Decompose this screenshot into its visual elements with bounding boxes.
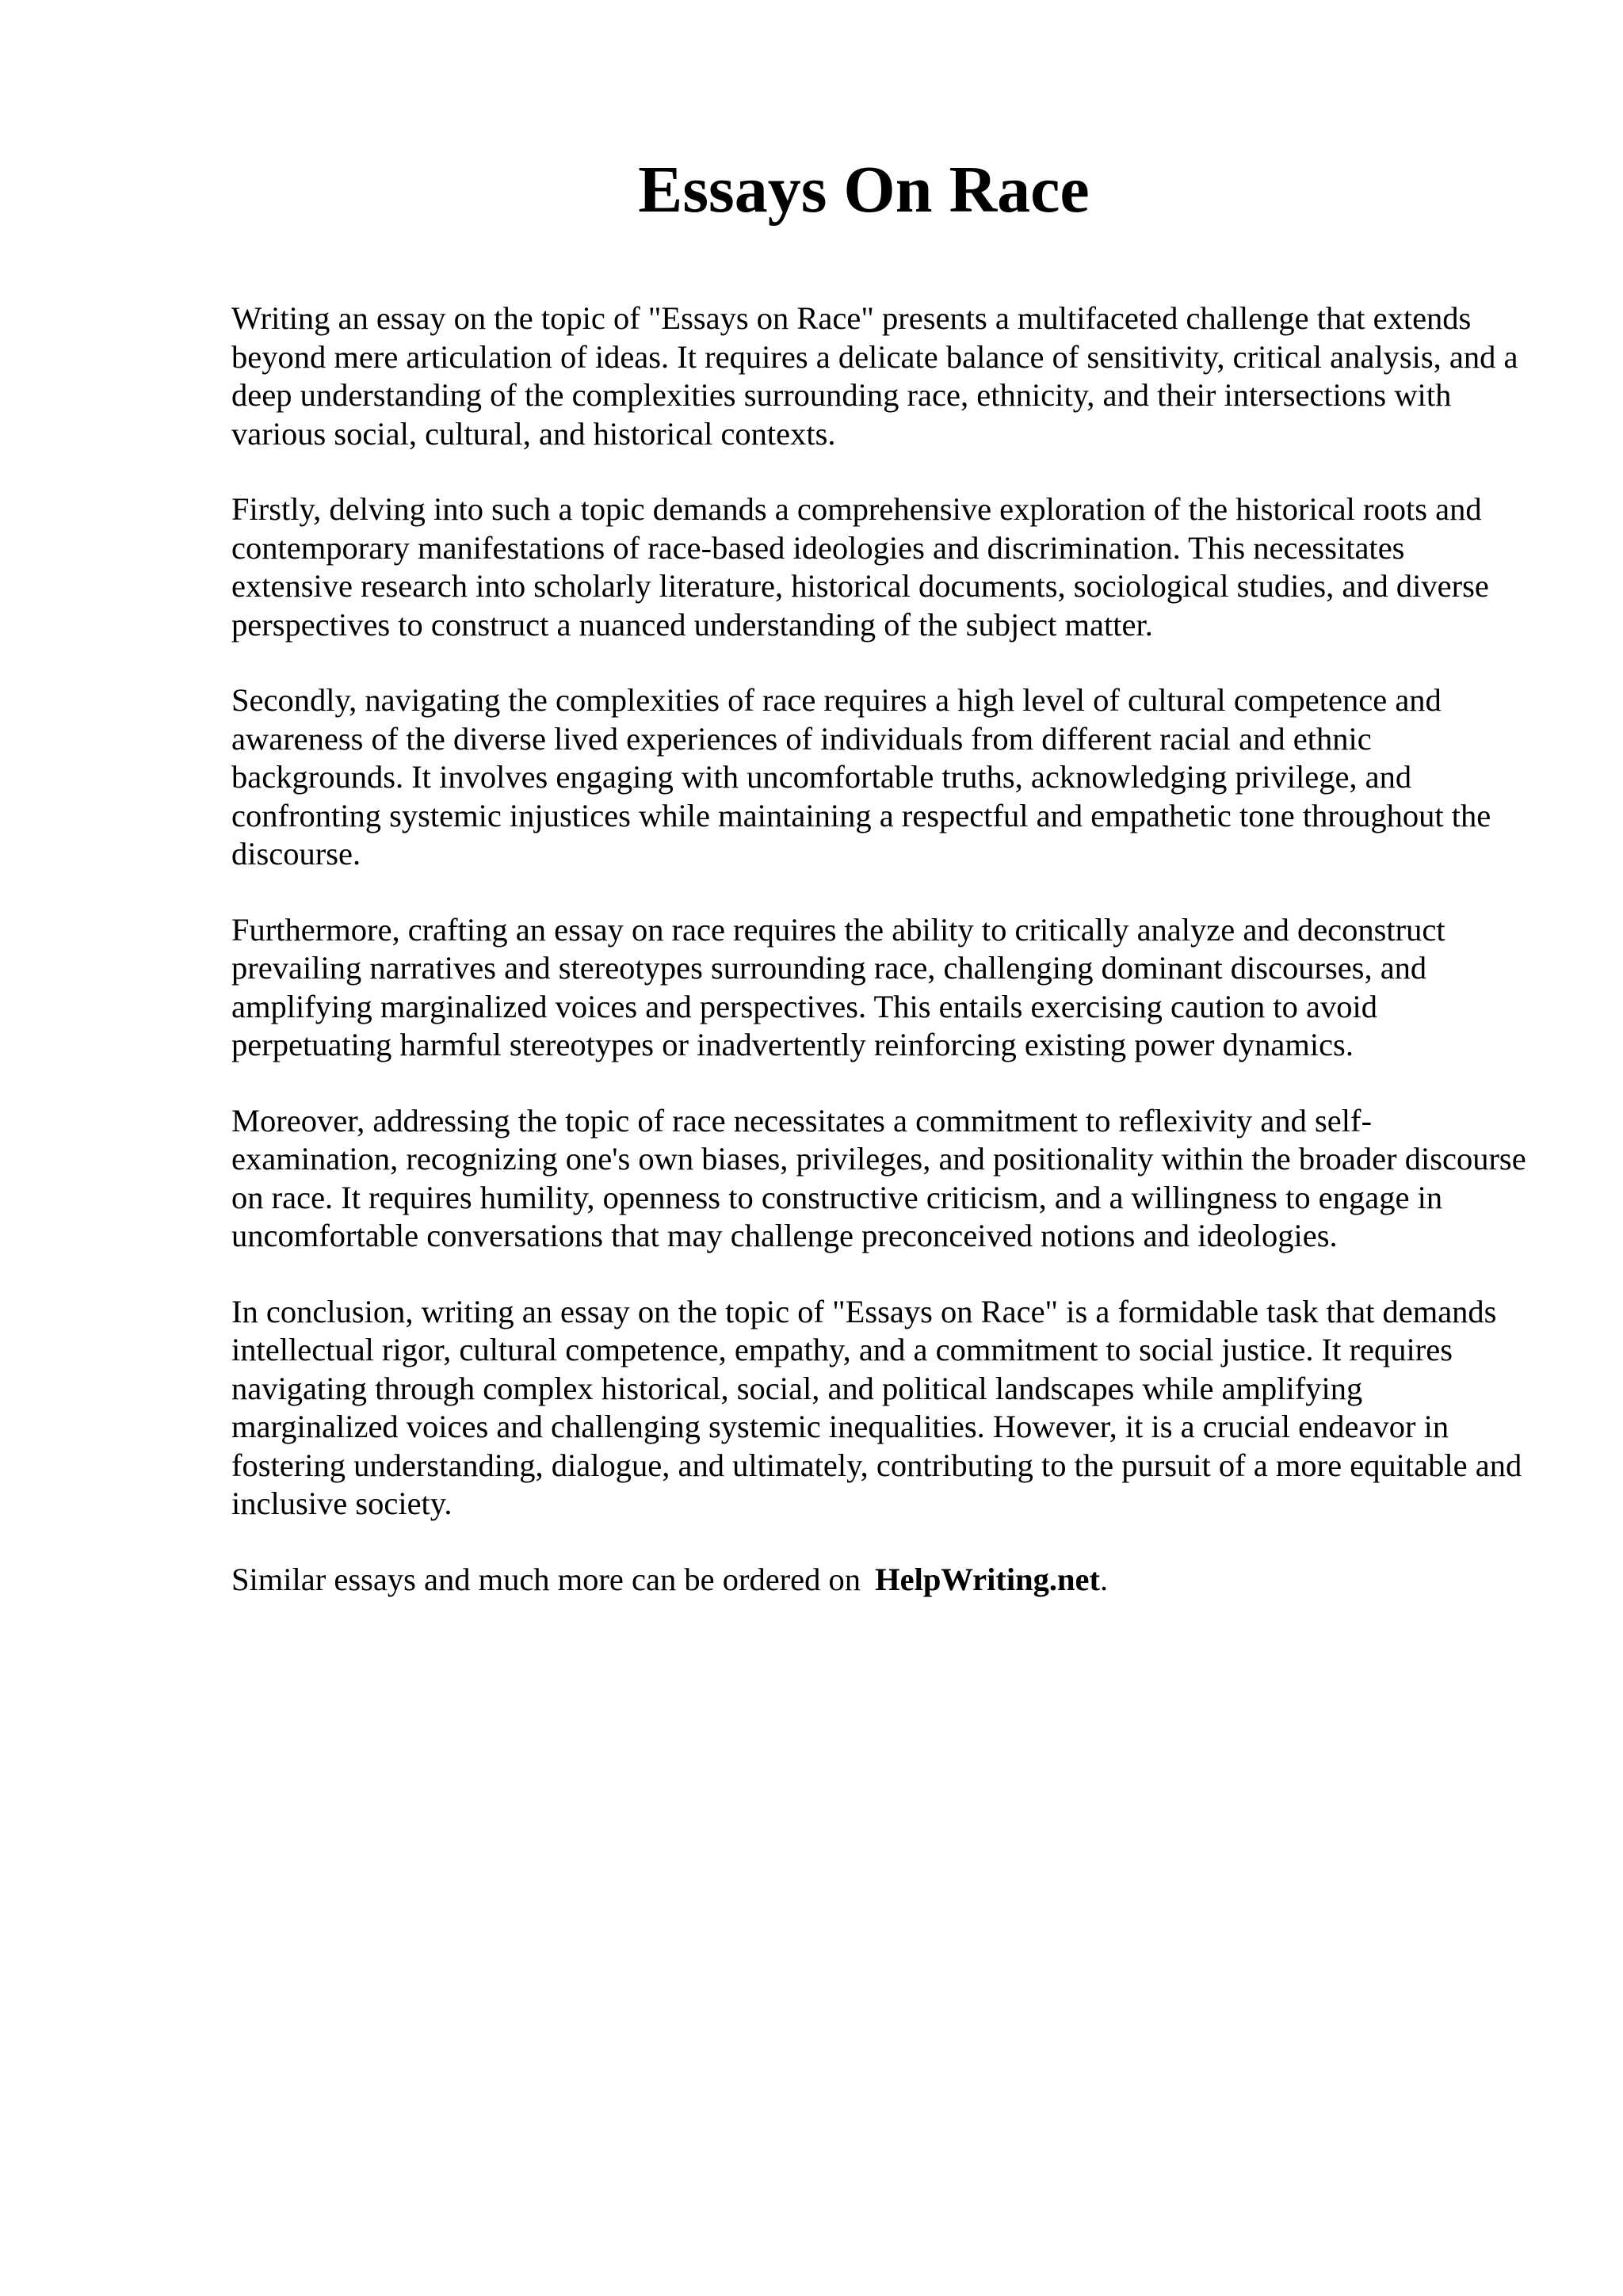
paragraph-4: Furthermore, crafting an essay on race requires the ability to critically analyze and deconstruct prevailing narratives and stereotypes surrounding race, challenging dominant discourses, and amplifying marginalized voices and perspectives. This entails exercising caution to avoid perpetuating harmful stereotypes or inadvertently reinforcing existing power dynamics. [231, 911, 1445, 1062]
footer-suffix: . [1100, 1561, 1109, 1597]
document-title: Essays On Race [638, 153, 1090, 227]
document-body [231, 299, 1531, 1599]
paragraph-3: Secondly, navigating the complexities of race requires a high level of cultural competence and awareness of the diverse lived experiences of individuals from different racial and ethnic backgrounds. It involves engaging with uncomfortable truths, acknowledging privilege, and confronting systemic injustices while maintaining a respectful and empathetic tone throughout the discourse. [231, 682, 1491, 871]
footer-prefix: Similar essays and much more can be ordered on [231, 1561, 861, 1597]
paragraph-2: Firstly, delving into such a topic demands a comprehensive exploration of the historical roots and contemporary manifestations of race-based ideologies and discrimination. This necessitates extensive research into scholarly literature, historical documents, sociological studies, and diverse perspectives to construct a nuanced understanding of the subject matter. [231, 491, 1489, 643]
paragraph-1: Writing an essay on the topic of "Essays on Race" presents a multifaceted challenge that extends beyond mere articulation of ideas. It requires a delicate balance of sensitivity, critical analysis, and a deep understanding of the complexities surrounding race, ethnicity, and their intersections with various social, cultural, and historical contexts. [231, 300, 1518, 452]
paragraph-6: In conclusion, writing an essay on the topic of "Essays on Race" is a formidable task that demands intellectual rigor, cultural competence, empathy, and a commitment to social justice. It requires navigating through complex historical, social, and political landscapes while amplifying marginalized voices and challenging systemic inequalities. However, it is a crucial endeavor in fostering understanding, dialogue, and ultimately, contributing to the pursuit of a more equitable and inclusive society. [231, 1293, 1522, 1521]
paragraph-5: Moreover, addressing the topic of race necessitates a commitment to reflexivity and self-examination, recognizing one's own biases, privileges, and positionality within the broader discourse on race. It requires humility, openness to constructive criticism, and a willingness to engage in uncomfortable conversations that may challenge preconceived notions and ideologies. [231, 1102, 1526, 1253]
helpwriting-link[interactable]: HelpWriting.net [875, 1561, 1101, 1597]
footer-line [231, 1561, 1531, 1600]
